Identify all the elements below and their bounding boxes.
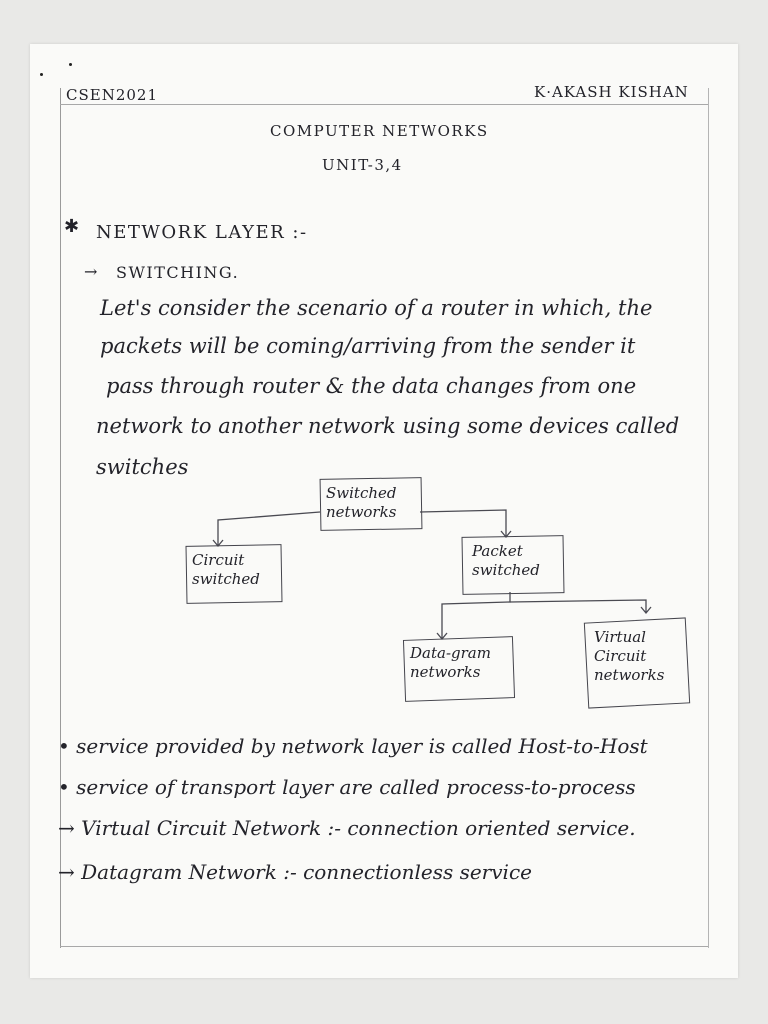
note-line: → Datagram Network :- connectionless service: [58, 860, 532, 884]
paragraph-line: network to another network using some devices called: [96, 414, 680, 438]
note-line: • service of transport layer are called process-to-process: [58, 775, 636, 799]
unit-title: UNIT-3,4: [322, 156, 403, 174]
section-heading: NETWORK LAYER :-: [96, 222, 308, 243]
datagram-networks-label: Data-gram networks: [410, 644, 491, 681]
arrow-icon: →: [84, 262, 99, 281]
star-bullet-icon: ✱: [64, 216, 81, 237]
subheading: SWITCHING.: [116, 263, 240, 282]
note-line: • service provided by network layer is called Host-to-Host: [58, 734, 648, 758]
connector-right: [420, 510, 506, 536]
switched-networks-label: Switched networks: [326, 484, 397, 521]
packet-switched-label: Packet switched: [472, 542, 540, 579]
paragraph-line: packets will be coming/arriving from the sender it: [100, 334, 636, 358]
paragraph-line: Let's consider the scenario of a router in which, the: [100, 296, 653, 320]
connector-virtual: [510, 600, 646, 612]
connector-left: [218, 512, 320, 545]
course-code: CSEN2021: [66, 86, 159, 104]
virtual-circuit-networks-label: Virtual Circuit networks: [594, 628, 665, 684]
author-name: K·AKASH KISHAN: [534, 83, 689, 101]
note-line: → Virtual Circuit Network :- connection oriented service.: [58, 816, 636, 840]
circuit-switched-label: Circuit switched: [192, 551, 260, 588]
connector-datagram: [442, 592, 510, 638]
subject-title: COMPUTER NETWORKS: [270, 122, 489, 140]
paragraph-line: switches: [96, 455, 189, 479]
paragraph-line: pass through router & the data changes from one: [106, 374, 637, 398]
